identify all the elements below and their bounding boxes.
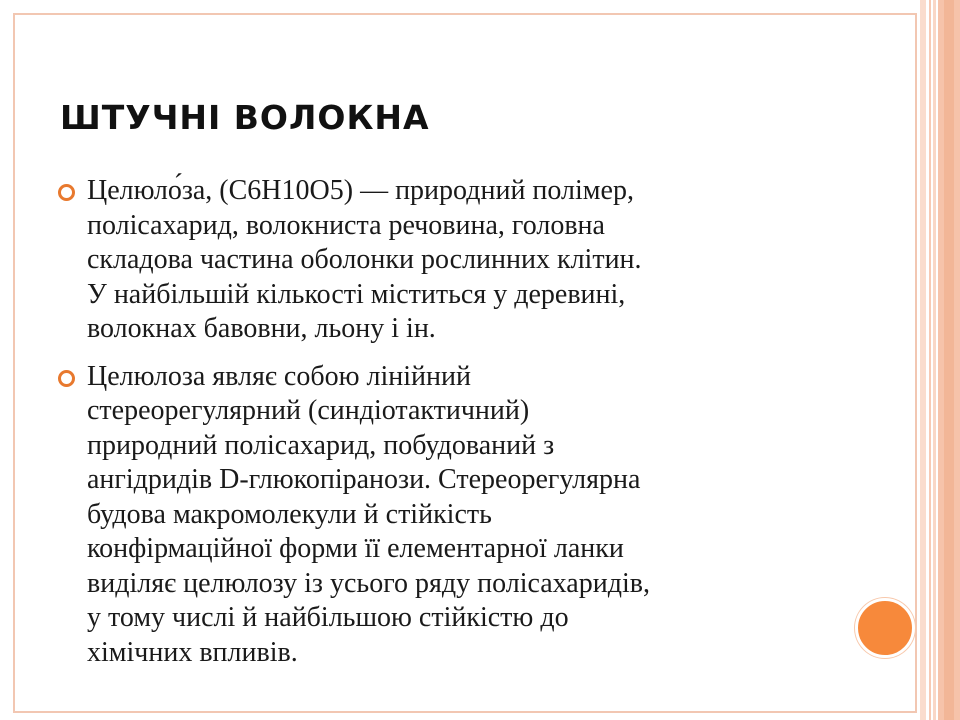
bullet-text-line: стереорегулярний (синдіотактичний)	[87, 395, 530, 426]
bullet-text-line: полісахарид, волокниста речовина, головна	[87, 209, 605, 241]
decorative-stripe	[929, 0, 931, 720]
decorative-stripe	[920, 0, 926, 720]
bullet-text-line: ангідридів D-глюкопіранози. Стереорегулярна	[87, 464, 641, 495]
bullet-text-line: конфірмаційної форми її елементарної ланки	[87, 533, 624, 564]
decorative-stripe	[933, 0, 936, 720]
bullet-text-line: Целюло́за, (C6H10O5) — природний полімер,	[87, 175, 634, 206]
bullet-ring-icon	[58, 184, 75, 201]
bullet-text-line: будова макромолекули й стійкість	[87, 498, 492, 530]
bullet-ring-icon	[58, 370, 75, 387]
decorative-circle-icon	[855, 598, 915, 658]
bullet-text-line: хімічних впливів.	[87, 636, 298, 668]
bullet-text-line: Целюлоза являє собою лінійний	[87, 360, 471, 392]
bullet-list	[56, 174, 836, 683]
bullet-text-line: складова частина оболонки рослинних клітин.	[87, 244, 642, 275]
bullet-text-line: природний полісахарид, побудований з	[87, 429, 555, 461]
bullet-text-line: У найбільшій кількості міститься у деревині,	[87, 278, 626, 310]
decorative-stripe	[944, 0, 954, 720]
bullet-text-line: волокнах бавовни, льону і ін.	[87, 313, 436, 344]
bullet-item	[56, 174, 836, 347]
bullet-text-line: у тому числі й найбільшою стійкістю до	[87, 602, 569, 633]
bullet-text-line: виділяє целюлозу із усього ряду полісахаридів,	[87, 567, 650, 599]
slide-title: ШТУЧНІ ВОЛОКНА	[60, 98, 430, 137]
bullet-item	[56, 360, 836, 671]
